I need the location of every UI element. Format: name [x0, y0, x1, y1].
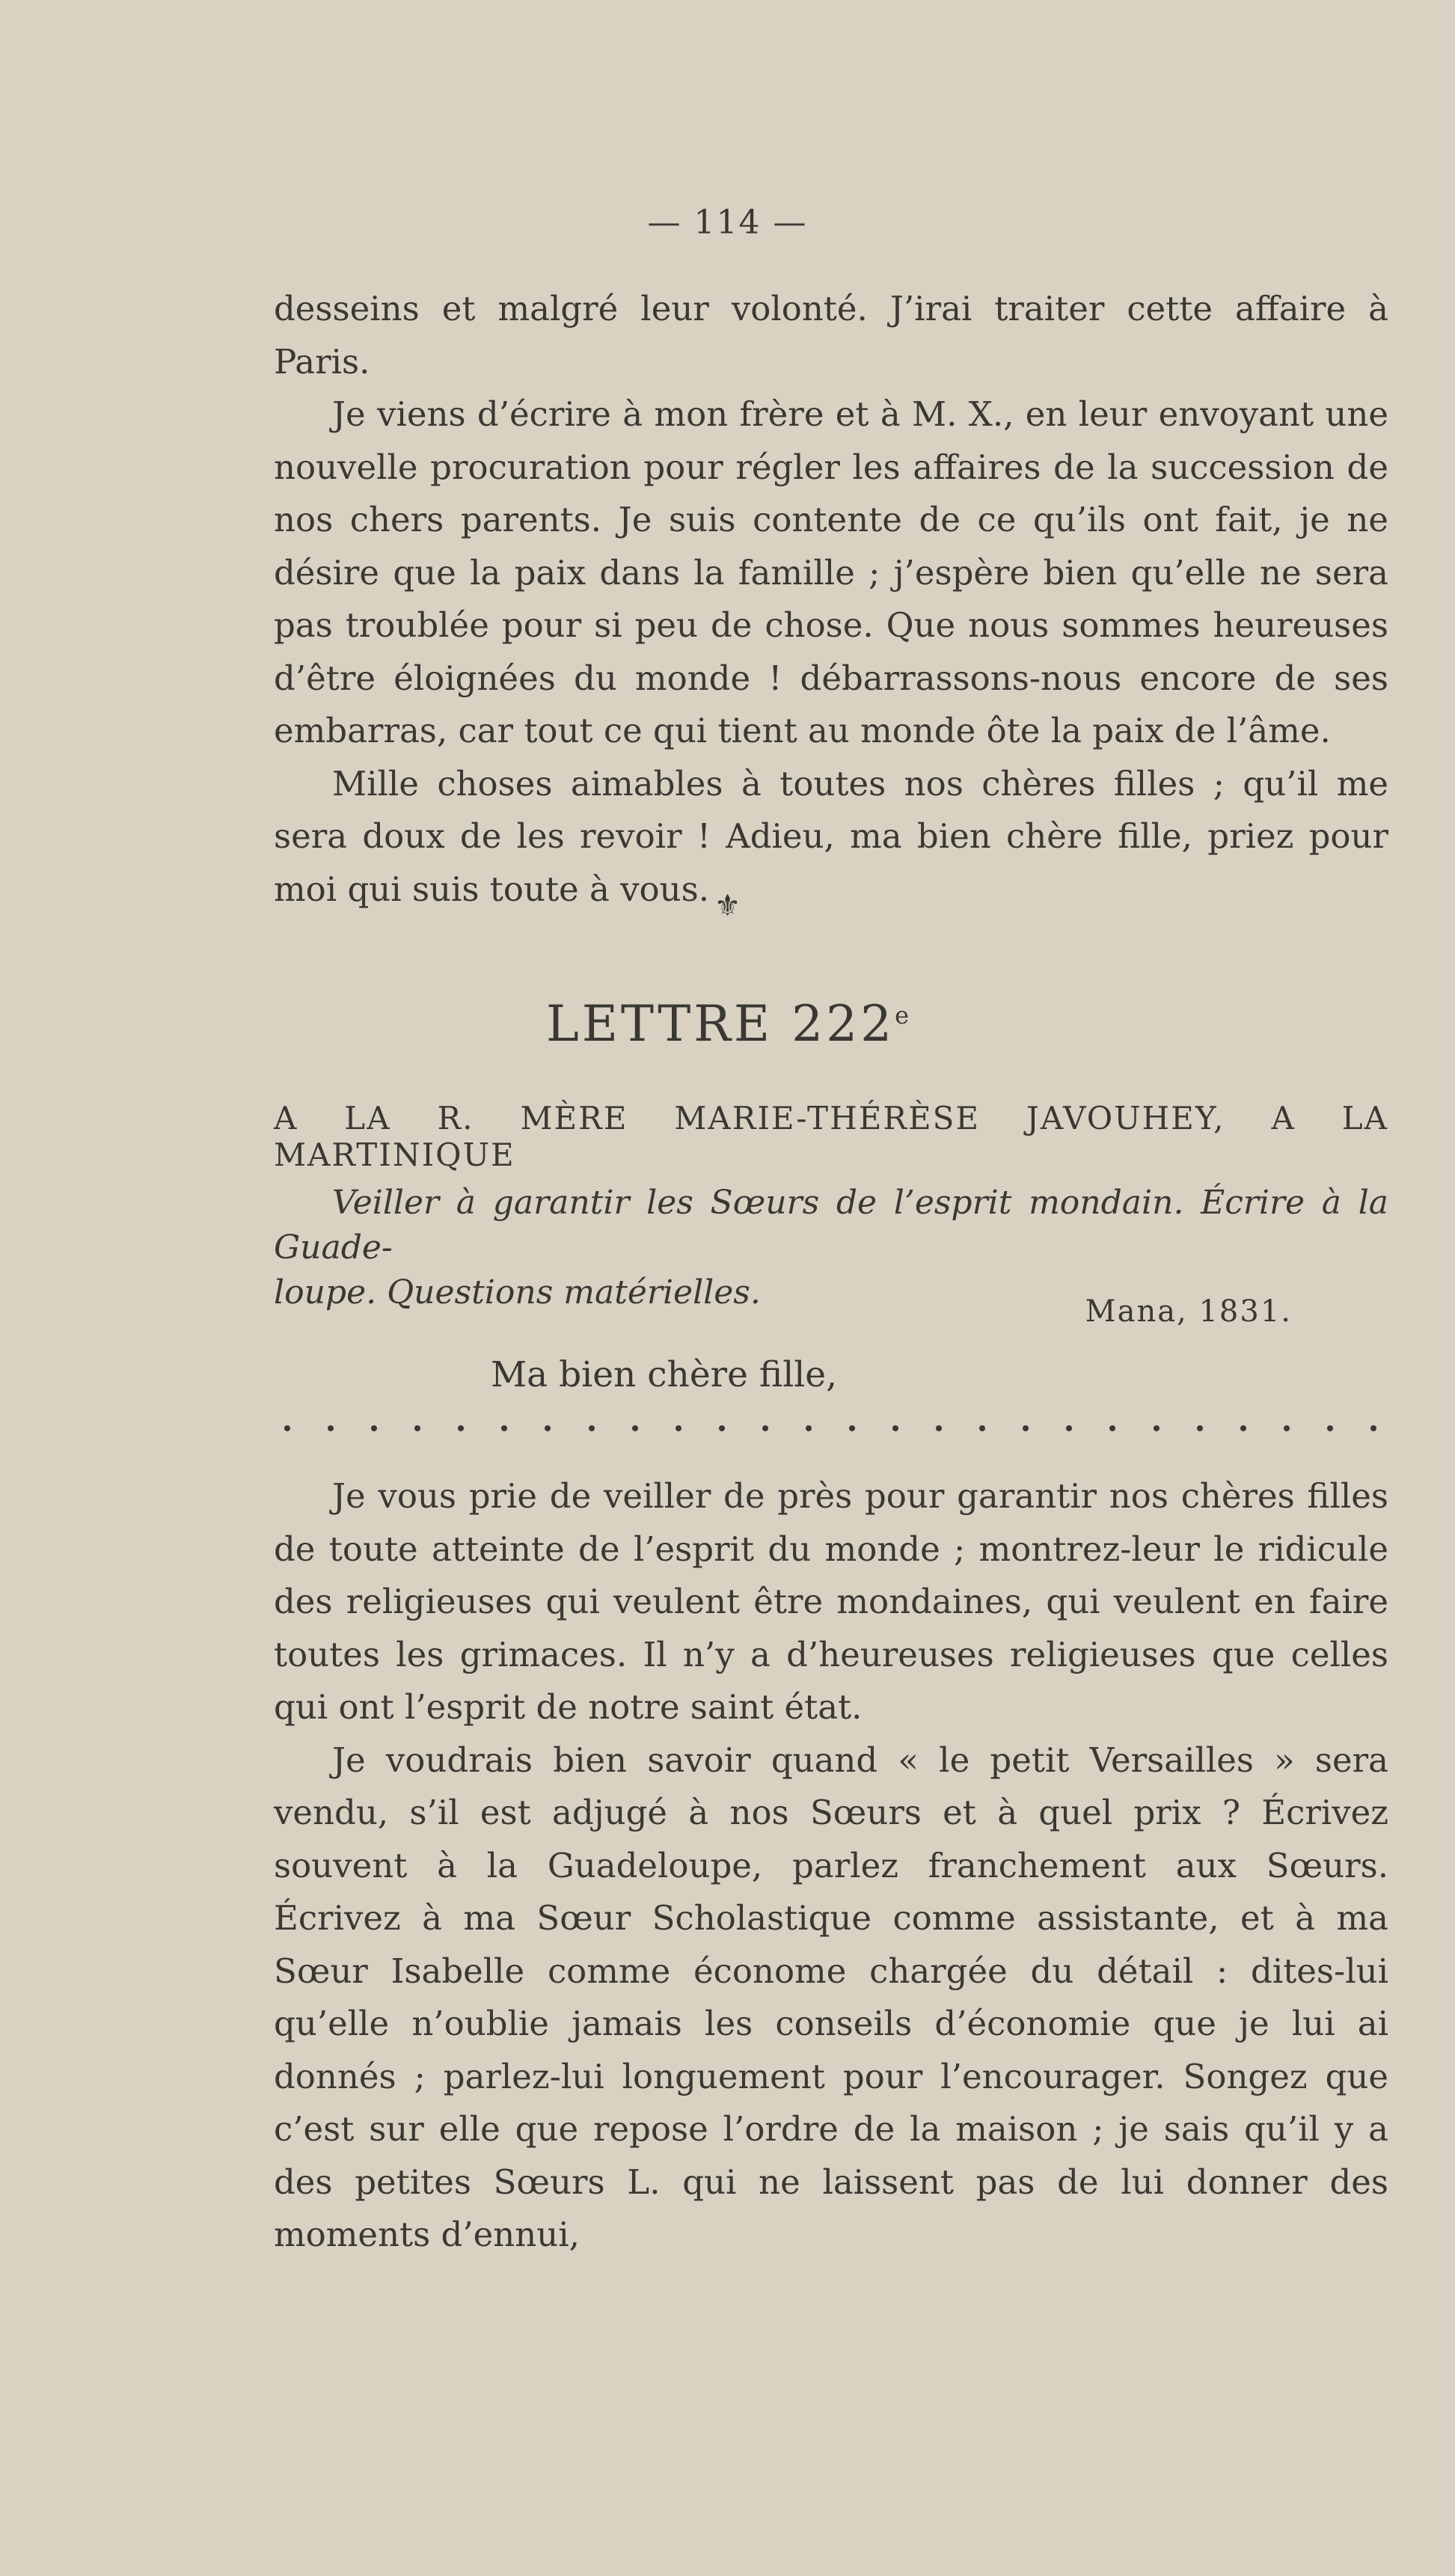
salutation: Ma bien chère fille,: [491, 1354, 838, 1395]
paragraph: Je voudrais bien savoir quand « le petit Versailles » sera vendu, s’il est adjugé à nos Sœurs et à quel prix ? Écrivez souvent à la Guadeloupe, parlez franchement aux Sœurs. Écrivez à ma Sœur Scholastique comme assistante, et à ma Sœur Isabelle comme économe chargée du détail : dites-lui qu’elle n’oublie jamais les conseils d’économie que je lui ai donnés ; parlez-lui longuement pour l’encourager. Songez que c’est sur elle que repose l’ordre de la maison ; je sais qu’il y a des petites Sœurs L. qui ne laissent pas de lui donner des moments d’ennui,: [274, 1740, 1388, 2254]
dot: [1197, 1425, 1203, 1431]
dot: [328, 1425, 334, 1431]
dot: [1154, 1425, 1160, 1431]
paragraph: Mille choses aimables à toutes nos chères filles ; qu’il me sera doux de les revoir ! Adieu, ma bien chère fille, priez pour moi qui suis toute à vous.: [274, 763, 1388, 909]
dot: [1327, 1425, 1333, 1431]
dot: [371, 1425, 377, 1431]
dot: [589, 1425, 595, 1431]
letter-heading: [0, 995, 1455, 1053]
dot: [719, 1425, 725, 1431]
dot: [1066, 1425, 1072, 1431]
dot: [806, 1425, 812, 1431]
paragraph: Je viens d’écrire à mon frère et à M. X., en leur envoyant une nouvelle procuration pour régler les affaires de la succession de nos chers parents. Je suis contente de ce qu’ils ont fait, je ne désire que la paix dans la famille ; j’espère bien qu’elle ne sera pas troublée pour si peu de chose. Que nous sommes heureuses d’être éloignées du monde ! débarrassons-nous encore de ses embarras, car tout ce qui tient au monde ôte la paix de l’âme.: [274, 394, 1388, 750]
paragraph: desseins et malgré leur volonté. J’irai traiter cette affaire à Paris.: [274, 289, 1388, 382]
dot: [414, 1425, 420, 1431]
letter-title: LETTRE 222: [545, 995, 895, 1053]
dot: [632, 1425, 638, 1431]
dot: [1109, 1425, 1115, 1431]
ordinal-suffix: e: [895, 1001, 910, 1030]
fleuron-ornament-icon: ⚜: [714, 889, 741, 923]
letter-recipient: A LA R. MÈRE MARIE-THÉRÈSE JAVOUHEY, A LA MARTINIQUE: [274, 1100, 1388, 1173]
dot: [1284, 1425, 1290, 1431]
dot: [676, 1425, 681, 1431]
dot: [1023, 1425, 1029, 1431]
dot: [892, 1425, 898, 1431]
dot: [979, 1425, 985, 1431]
dot: [501, 1425, 507, 1431]
dot: [284, 1425, 290, 1431]
letter-222-body: [274, 1470, 1388, 2262]
summary-line: loupe. Questions matérielles.: [274, 1273, 761, 1312]
dot: [762, 1425, 768, 1431]
dot: [1370, 1425, 1376, 1431]
paragraph: Je vous prie de veiller de près pour garantir nos chères filles de toute atteinte de l’esprit du monde ; montrez-leur le ridicule des religieuses qui veulent être mondaines, qui veulent en faire toutes les grimaces. Il n’y a d’heureuses religieuses que celles qui ont l’esprit de notre saint état.: [274, 1476, 1388, 1727]
dot: [458, 1425, 464, 1431]
place-and-date: Mana, 1831.: [1085, 1294, 1292, 1329]
dot: [936, 1425, 942, 1431]
dot: [849, 1425, 855, 1431]
dot: [545, 1425, 551, 1431]
summary-line: Veiller à garantir les Sœurs de l’esprit mondain. Écrire à la Guade-: [274, 1184, 1388, 1267]
letter-221-ending: [274, 283, 1388, 916]
elision-dots: [284, 1425, 1376, 1431]
page-number: — 114 —: [647, 204, 808, 242]
dot: [1240, 1425, 1246, 1431]
